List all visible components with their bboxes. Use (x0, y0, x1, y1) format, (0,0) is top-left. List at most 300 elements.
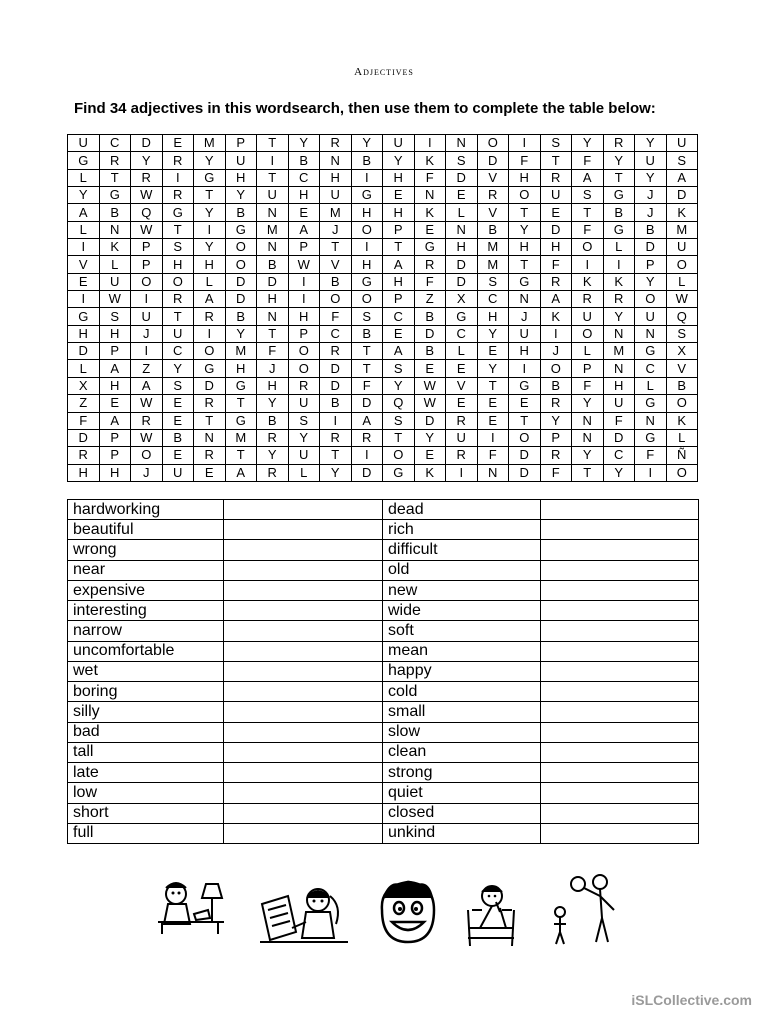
grid-cell: A (540, 291, 572, 308)
grid-cell: I (351, 239, 383, 256)
adjective-cell: boring (68, 682, 224, 702)
answer-cell[interactable] (541, 722, 699, 742)
answer-cell[interactable] (541, 682, 699, 702)
grid-cell: K (666, 412, 698, 429)
grid-cell: W (414, 395, 446, 412)
grid-cell: R (288, 377, 320, 394)
grid-cell: D (477, 152, 509, 169)
answer-cell[interactable] (224, 540, 383, 560)
grid-cell: T (477, 377, 509, 394)
grid-cell: U (288, 447, 320, 464)
adjective-cell: soft (383, 621, 541, 641)
table-row (68, 540, 699, 560)
grid-cell: H (383, 204, 415, 221)
adjective-cell: late (68, 763, 224, 783)
grid-cell: I (68, 291, 100, 308)
grid-cell: Y (194, 239, 226, 256)
grid-cell: U (257, 187, 289, 204)
answer-cell[interactable] (541, 560, 699, 580)
grid-cell: Y (603, 152, 635, 169)
grid-cell: Y (351, 135, 383, 152)
grid-cell: E (194, 464, 226, 481)
grid-cell: R (540, 273, 572, 290)
grid-cell: Y (383, 152, 415, 169)
grid-cell: P (225, 135, 257, 152)
adjective-cell: quiet (383, 783, 541, 803)
grid-cell: T (351, 343, 383, 360)
answer-cell[interactable] (541, 621, 699, 641)
grid-cell: T (509, 412, 541, 429)
grid-cell: E (383, 187, 415, 204)
grid-cell: D (446, 256, 478, 273)
grid-cell: N (603, 360, 635, 377)
grid-cell: I (320, 412, 352, 429)
grid-cell: N (99, 221, 131, 238)
grid-row (68, 256, 698, 273)
adjective-cell: rich (383, 520, 541, 540)
grid-cell: Y (572, 447, 604, 464)
grid-cell: H (99, 325, 131, 342)
grid-cell: O (477, 135, 509, 152)
grid-cell: W (131, 187, 163, 204)
grid-row (68, 221, 698, 238)
grid-cell: V (477, 169, 509, 186)
grid-cell: R (572, 291, 604, 308)
grid-cell: O (666, 395, 698, 412)
grid-cell: O (351, 291, 383, 308)
grid-cell: V (446, 377, 478, 394)
grid-cell: Q (666, 308, 698, 325)
grid-cell: T (383, 239, 415, 256)
answer-cell[interactable] (224, 763, 383, 783)
table-row (68, 763, 699, 783)
grid-cell: I (509, 135, 541, 152)
grid-cell: S (383, 412, 415, 429)
grid-cell: Y (288, 429, 320, 446)
adjective-cell: old (383, 560, 541, 580)
grid-cell: O (288, 343, 320, 360)
answer-cell[interactable] (541, 601, 699, 621)
grid-cell: B (225, 308, 257, 325)
grid-cell: R (540, 169, 572, 186)
grid-cell: V (666, 360, 698, 377)
answer-cell[interactable] (224, 742, 383, 762)
grid-cell: A (288, 221, 320, 238)
grid-cell: A (194, 291, 226, 308)
answer-cell[interactable] (224, 520, 383, 540)
grid-cell: B (414, 308, 446, 325)
grid-cell: V (68, 256, 100, 273)
grid-cell: H (351, 256, 383, 273)
grid-cell: B (99, 204, 131, 221)
grid-cell: P (572, 360, 604, 377)
grid-cell: E (446, 187, 478, 204)
grid-cell: P (99, 343, 131, 360)
grid-cell: Y (540, 412, 572, 429)
grid-cell: N (603, 325, 635, 342)
answer-cell[interactable] (224, 580, 383, 600)
grid-cell: M (257, 221, 289, 238)
adjective-cell: clean (383, 742, 541, 762)
grid-cell: A (351, 412, 383, 429)
child-reading-lamp-icon (154, 878, 230, 936)
grid-cell: G (446, 308, 478, 325)
grid-cell: T (162, 308, 194, 325)
grid-cell: Z (68, 395, 100, 412)
grid-cell: C (446, 325, 478, 342)
grid-cell: R (540, 395, 572, 412)
grid-cell: J (635, 204, 667, 221)
grid-cell: O (131, 447, 163, 464)
grid-cell: Y (194, 152, 226, 169)
grid-cell: U (225, 152, 257, 169)
grid-cell: T (257, 135, 289, 152)
grid-cell: G (225, 221, 257, 238)
answer-cell[interactable] (541, 580, 699, 600)
grid-cell: R (194, 447, 226, 464)
grid-cell: H (383, 169, 415, 186)
grid-cell: W (288, 256, 320, 273)
grid-cell: T (509, 204, 541, 221)
grid-cell: R (99, 152, 131, 169)
grid-cell: F (414, 273, 446, 290)
grid-cell: A (68, 204, 100, 221)
grid-cell: I (162, 169, 194, 186)
grid-cell: F (603, 412, 635, 429)
grid-cell: C (320, 325, 352, 342)
adjective-cell: dead (383, 500, 541, 520)
answer-cell[interactable] (541, 702, 699, 722)
answer-cell[interactable] (224, 702, 383, 722)
grid-cell: L (68, 360, 100, 377)
grid-cell: G (635, 343, 667, 360)
grid-cell: O (288, 360, 320, 377)
grid-cell: Y (257, 447, 289, 464)
grid-cell: H (509, 343, 541, 360)
grid-cell: Y (603, 308, 635, 325)
table-row (68, 682, 699, 702)
grid-cell: S (351, 308, 383, 325)
grid-cell: J (540, 343, 572, 360)
grid-cell: N (572, 412, 604, 429)
grid-cell: Y (414, 429, 446, 446)
grid-cell: R (603, 291, 635, 308)
answer-cell[interactable] (224, 661, 383, 681)
grid-cell: L (446, 204, 478, 221)
grid-cell: H (383, 273, 415, 290)
table-row (68, 783, 699, 803)
grid-cell: O (509, 187, 541, 204)
grid-cell: D (257, 273, 289, 290)
grid-cell: L (194, 273, 226, 290)
grid-cell: H (477, 308, 509, 325)
grid-cell: I (572, 256, 604, 273)
grid-cell: Y (68, 187, 100, 204)
grid-row (68, 135, 698, 152)
grid-cell: B (666, 377, 698, 394)
grid-cell: Y (603, 464, 635, 481)
grid-row (68, 169, 698, 186)
illustrations (150, 870, 640, 950)
grid-cell: O (131, 273, 163, 290)
detective-magnifier-icon (546, 872, 624, 946)
answer-cell[interactable] (541, 540, 699, 560)
grid-cell: E (477, 343, 509, 360)
grid-cell: B (477, 221, 509, 238)
grid-cell: R (162, 187, 194, 204)
grid-cell: J (509, 308, 541, 325)
instructions: Find 34 adjectives in this wordsearch, then use them to complete the table below: (74, 100, 656, 117)
grid-cell: Y (509, 221, 541, 238)
grid-cell: Y (635, 273, 667, 290)
adjective-cell: narrow (68, 621, 224, 641)
grid-cell: T (509, 256, 541, 273)
grid-cell: P (635, 256, 667, 273)
adjective-cell: full (68, 823, 224, 843)
adjective-cell: hardworking (68, 500, 224, 520)
answer-cell[interactable] (224, 560, 383, 580)
adjectives-table (67, 499, 699, 844)
grid-cell: I (194, 221, 226, 238)
grid-cell: A (99, 412, 131, 429)
grid-cell: A (383, 256, 415, 273)
grid-cell: S (477, 273, 509, 290)
grid-cell: F (257, 343, 289, 360)
grid-cell: S (666, 325, 698, 342)
grid-cell: M (194, 135, 226, 152)
grid-cell: Z (131, 360, 163, 377)
grid-cell: W (131, 221, 163, 238)
grid-cell: R (446, 447, 478, 464)
grid-cell: O (351, 221, 383, 238)
grid-cell: D (351, 395, 383, 412)
grid-cell: G (351, 187, 383, 204)
grid-cell: M (477, 239, 509, 256)
grid-cell: N (446, 221, 478, 238)
grid-cell: H (99, 464, 131, 481)
answer-cell[interactable] (224, 803, 383, 823)
grid-cell: E (477, 395, 509, 412)
grid-cell: D (68, 343, 100, 360)
table-row (68, 742, 699, 762)
grid-cell: U (68, 135, 100, 152)
grid-cell: F (509, 152, 541, 169)
grid-cell: I (68, 239, 100, 256)
answer-cell[interactable] (541, 641, 699, 661)
grid-row (68, 187, 698, 204)
grid-row (68, 395, 698, 412)
grid-cell: D (414, 325, 446, 342)
grid-cell: R (194, 395, 226, 412)
grid-cell: E (509, 395, 541, 412)
adjective-cell: near (68, 560, 224, 580)
grid-cell: R (414, 256, 446, 273)
grid-cell: Y (194, 204, 226, 221)
grid-cell: D (68, 429, 100, 446)
grid-cell: W (131, 429, 163, 446)
adjective-cell: closed (383, 803, 541, 823)
table-row (68, 500, 699, 520)
answer-cell[interactable] (224, 823, 383, 843)
grid-cell: Q (131, 204, 163, 221)
grid-cell: R (351, 429, 383, 446)
grid-cell: N (572, 429, 604, 446)
grid-cell: I (414, 135, 446, 152)
grid-cell: N (635, 325, 667, 342)
grid-cell: A (225, 464, 257, 481)
grid-cell: H (194, 256, 226, 273)
answer-cell[interactable] (541, 763, 699, 783)
adjective-cell: strong (383, 763, 541, 783)
grid-cell: W (131, 395, 163, 412)
grid-cell: I (257, 152, 289, 169)
grid-cell: B (351, 325, 383, 342)
grid-cell: H (257, 377, 289, 394)
grid-cell: U (603, 395, 635, 412)
grid-cell: U (666, 135, 698, 152)
grid-cell: E (288, 204, 320, 221)
adjective-cell: wide (383, 601, 541, 621)
answer-cell[interactable] (224, 621, 383, 641)
table-row (68, 601, 699, 621)
grid-cell: G (635, 395, 667, 412)
answer-cell[interactable] (224, 500, 383, 520)
grid-cell: C (635, 360, 667, 377)
page-title: Adjectives (354, 66, 414, 78)
grid-cell: K (414, 204, 446, 221)
grid-cell: L (666, 429, 698, 446)
adjective-cell: cold (383, 682, 541, 702)
grid-cell: O (320, 291, 352, 308)
grid-cell: E (68, 273, 100, 290)
grid-cell: P (288, 325, 320, 342)
thinking-man-chair-icon (462, 880, 524, 948)
adjective-cell: slow (383, 722, 541, 742)
grid-cell: I (603, 256, 635, 273)
grid-cell: H (540, 239, 572, 256)
grid-cell: D (666, 187, 698, 204)
answer-cell[interactable] (541, 803, 699, 823)
grid-cell: J (635, 187, 667, 204)
grid-cell: Y (477, 325, 509, 342)
smiling-face-icon (372, 876, 444, 948)
table-row (68, 560, 699, 580)
grid-row (68, 239, 698, 256)
grid-cell: P (540, 429, 572, 446)
grid-cell: C (383, 308, 415, 325)
grid-cell: R (162, 291, 194, 308)
adjective-cell: uncomfortable (68, 641, 224, 661)
grid-cell: Ñ (666, 447, 698, 464)
grid-cell: D (320, 377, 352, 394)
answer-cell[interactable] (224, 601, 383, 621)
grid-cell: N (257, 308, 289, 325)
grid-cell: D (225, 273, 257, 290)
grid-cell: R (446, 412, 478, 429)
adjective-cell: silly (68, 702, 224, 722)
answer-cell[interactable] (224, 641, 383, 661)
grid-cell: L (603, 239, 635, 256)
grid-cell: H (162, 256, 194, 273)
grid-row (68, 429, 698, 446)
grid-cell: A (572, 169, 604, 186)
grid-cell: E (477, 412, 509, 429)
grid-cell: U (131, 308, 163, 325)
adjective-cell: wrong (68, 540, 224, 560)
grid-cell: F (572, 221, 604, 238)
answer-cell[interactable] (541, 742, 699, 762)
adjective-cell: short (68, 803, 224, 823)
adjective-cell: bad (68, 722, 224, 742)
grid-cell: E (446, 360, 478, 377)
grid-cell: G (383, 464, 415, 481)
grid-cell: F (68, 412, 100, 429)
grid-cell: U (446, 429, 478, 446)
grid-cell: D (446, 273, 478, 290)
grid-cell: N (635, 412, 667, 429)
table-row (68, 722, 699, 742)
grid-cell: G (194, 360, 226, 377)
adjective-cell: interesting (68, 601, 224, 621)
answer-cell[interactable] (541, 520, 699, 540)
grid-cell: G (225, 377, 257, 394)
grid-cell: G (162, 204, 194, 221)
answer-cell[interactable] (541, 500, 699, 520)
table-row (68, 702, 699, 722)
grid-cell: B (414, 343, 446, 360)
grid-cell: H (225, 360, 257, 377)
grid-cell: I (131, 343, 163, 360)
grid-cell: H (446, 239, 478, 256)
answer-cell[interactable] (224, 722, 383, 742)
grid-row (68, 273, 698, 290)
grid-cell: B (225, 204, 257, 221)
answer-cell[interactable] (541, 783, 699, 803)
adjective-cell: tall (68, 742, 224, 762)
answer-cell[interactable] (224, 783, 383, 803)
grid-cell: N (414, 187, 446, 204)
grid-cell: C (162, 343, 194, 360)
grid-cell: I (288, 273, 320, 290)
grid-row (68, 204, 698, 221)
grid-cell: N (477, 464, 509, 481)
grid-cell: Q (383, 395, 415, 412)
answer-cell[interactable] (224, 682, 383, 702)
grid-cell: D (131, 135, 163, 152)
answer-cell[interactable] (541, 661, 699, 681)
grid-cell: Y (635, 135, 667, 152)
grid-cell: T (257, 325, 289, 342)
grid-cell: T (603, 169, 635, 186)
grid-cell: D (635, 239, 667, 256)
wordsearch-grid (67, 134, 698, 482)
grid-cell: I (351, 169, 383, 186)
grid-cell: G (99, 187, 131, 204)
grid-cell: L (68, 169, 100, 186)
grid-cell: N (194, 429, 226, 446)
grid-row (68, 377, 698, 394)
grid-cell: U (509, 325, 541, 342)
grid-row (68, 447, 698, 464)
table-row (68, 803, 699, 823)
grid-cell: C (477, 291, 509, 308)
answer-cell[interactable] (541, 823, 699, 843)
grid-cell: L (99, 256, 131, 273)
grid-cell: R (131, 412, 163, 429)
grid-cell: B (320, 395, 352, 412)
grid-cell: O (572, 325, 604, 342)
grid-cell: V (477, 204, 509, 221)
